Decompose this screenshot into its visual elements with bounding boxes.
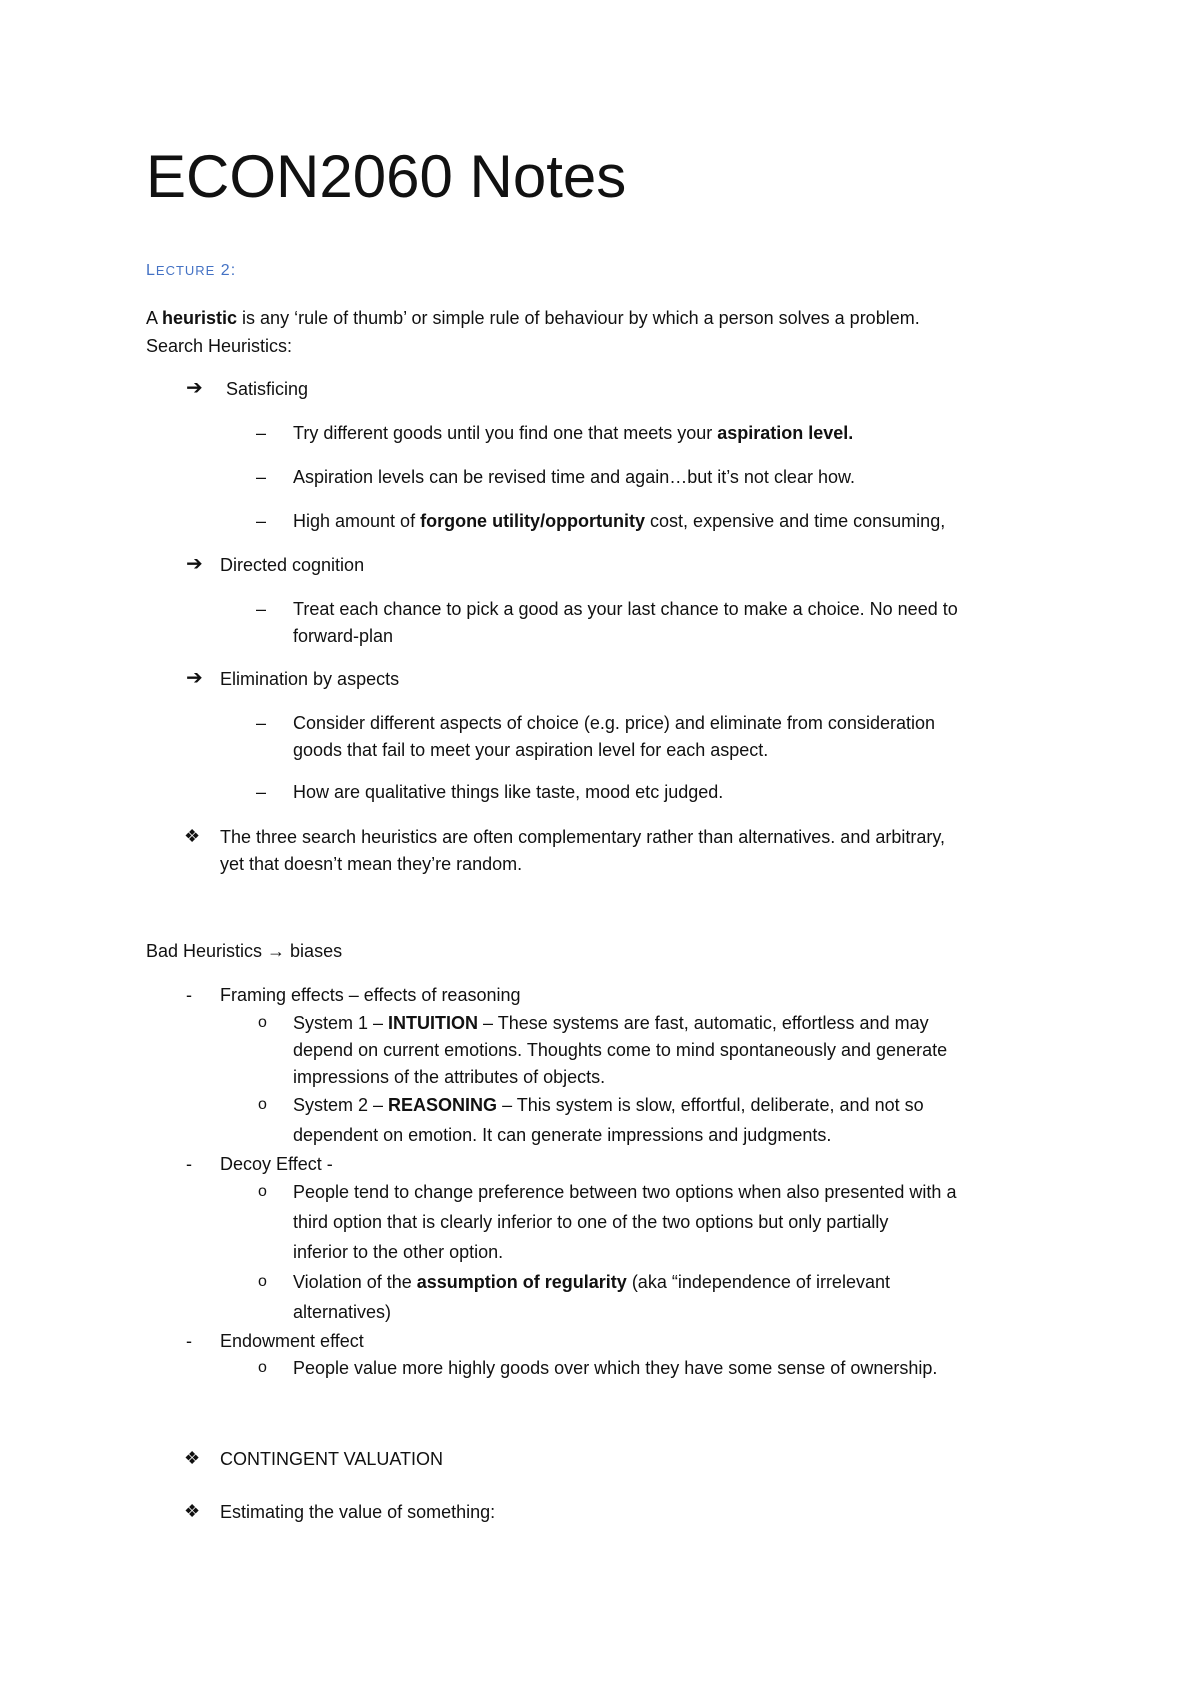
decoy-point-2-bold: assumption of regularity: [416, 1272, 627, 1292]
endowment-point-1: People value more highly goods over which they have some sense of ownership.: [293, 1358, 938, 1378]
decoy-point-2-post: (aka “independence of irrelevant: [626, 1272, 890, 1292]
arrow-bullet-icon: ➔: [186, 377, 203, 399]
system-1-pre: System 1 –: [293, 1013, 389, 1033]
decoy-point-2-line-1: [293, 1271, 890, 1293]
decoy-point-1-line-3: inferior to the other option.: [293, 1242, 504, 1262]
circle-bullet-icon: o: [258, 1359, 267, 1376]
bad-heuristics-right: biases: [285, 941, 343, 961]
system-2-pre: System 2 –: [293, 1095, 389, 1115]
contingent-valuation-heading: CONTINGENT VALUATION: [220, 1449, 444, 1469]
dash-bullet-icon: –: [256, 713, 267, 733]
decoy-point-1-line-1: People tend to change preference between two options when also presented with a: [293, 1182, 957, 1202]
search-heading: Search Heuristics:: [146, 336, 293, 356]
diamond-bullet-icon: ❖: [184, 826, 201, 846]
dash-bullet-icon: –: [256, 511, 267, 531]
intro-line: [146, 307, 920, 329]
dash-bullet-icon: –: [256, 599, 267, 619]
system-1-line-2: depend on current emotions. Thoughts come to mind spontaneously and generate: [293, 1040, 948, 1060]
endowment-label: Endowment effect: [220, 1331, 364, 1351]
system-1-line-3: impressions of the attributes of objects.: [293, 1067, 606, 1087]
directed-point-1-line-1: Treat each chance to pick a good as your last chance to make a choice. No need to: [293, 599, 958, 619]
directed-cognition-label: Directed cognition: [220, 555, 365, 575]
estimating-line: Estimating the value of something:: [220, 1502, 496, 1522]
bad-heuristics-heading: [146, 940, 342, 962]
satisficing-label: Satisficing: [226, 379, 309, 399]
satisficing-point-1: [293, 422, 853, 444]
elimination-point-1-line-1: Consider different aspects of choice (e.g. price) and eliminate from consideration: [293, 713, 935, 733]
diamond-bullet-icon: ❖: [184, 1501, 201, 1521]
satisficing-point-3-bold: forgone utility/opportunity: [420, 511, 646, 531]
bad-heuristics-left: Bad Heuristics: [146, 941, 268, 961]
intro-pre: A: [146, 308, 163, 328]
circle-bullet-icon: o: [258, 1273, 267, 1290]
directed-point-1-line-2: forward-plan: [293, 626, 394, 646]
lecture-heading: [146, 262, 236, 280]
lecture-smallcaps: ECTURE: [155, 263, 216, 278]
framing-label: Framing effects – effects of reasoning: [220, 985, 521, 1005]
satisficing-point-3: [293, 510, 945, 532]
system-2-line-1: [293, 1094, 924, 1116]
satisficing-point-1-text: Try different goods until you find one that meets your: [293, 423, 718, 443]
satisficing-point-3-post: cost, expensive and time consuming,: [645, 511, 946, 531]
elimination-point-1-line-2: goods that fail to meet your aspiration level for each aspect.: [293, 740, 769, 760]
hyphen-bullet-icon: -: [186, 1154, 192, 1174]
dash-bullet-icon: –: [256, 467, 267, 487]
circle-bullet-icon: o: [258, 1183, 267, 1200]
hyphen-bullet-icon: -: [186, 985, 192, 1005]
satisficing-point-3-pre: High amount of: [293, 511, 421, 531]
intro-bold: heuristic: [162, 308, 238, 328]
decoy-label: Decoy Effect -: [220, 1154, 333, 1174]
system-1-post: – These systems are fast, automatic, effortless and may: [478, 1013, 929, 1033]
right-arrow-icon: →: [267, 941, 286, 961]
diamond-bullet-icon: ❖: [184, 1448, 201, 1468]
dash-bullet-icon: –: [256, 782, 267, 802]
decoy-point-1-line-2: third option that is clearly inferior to one of the two options but only partially: [293, 1212, 889, 1232]
circle-bullet-icon: o: [258, 1096, 267, 1113]
system-2-bold: REASONING: [388, 1095, 498, 1115]
lecture-number: 2:: [215, 262, 237, 279]
three-note-line-1: The three search heuristics are often complementary rather than alternatives. and arbitrary,: [220, 827, 946, 847]
circle-bullet-icon: o: [258, 1014, 267, 1031]
intro-post: is any ‘rule of thumb’ or simple rule of behaviour by which a person solves a problem.: [237, 308, 920, 328]
page-title: ECON2060 Notes: [146, 143, 627, 210]
dash-bullet-icon: –: [256, 423, 267, 443]
system-2-post: – This system is slow, effortful, deliberate, and not so: [497, 1095, 924, 1115]
lecture-initial: L: [146, 262, 156, 279]
satisficing-point-2: Aspiration levels can be revised time and again…but it’s not clear how.: [293, 467, 855, 487]
satisficing-point-1-bold: aspiration level.: [717, 423, 854, 443]
system-1-bold: INTUITION: [388, 1013, 479, 1033]
elimination-point-2: How are qualitative things like taste, mood etc judged.: [293, 782, 724, 802]
system-1-line-1: [293, 1012, 929, 1034]
decoy-point-2-line-2: alternatives): [293, 1302, 392, 1322]
hyphen-bullet-icon: -: [186, 1331, 192, 1351]
arrow-bullet-icon: ➔: [186, 667, 203, 689]
system-2-line-2: dependent on emotion. It can generate impressions and judgments.: [293, 1125, 832, 1145]
elimination-label: Elimination by aspects: [220, 669, 400, 689]
three-note-line-2: yet that doesn’t mean they’re random.: [220, 854, 523, 874]
arrow-bullet-icon: ➔: [186, 553, 203, 575]
decoy-point-2-pre: Violation of the: [293, 1272, 417, 1292]
